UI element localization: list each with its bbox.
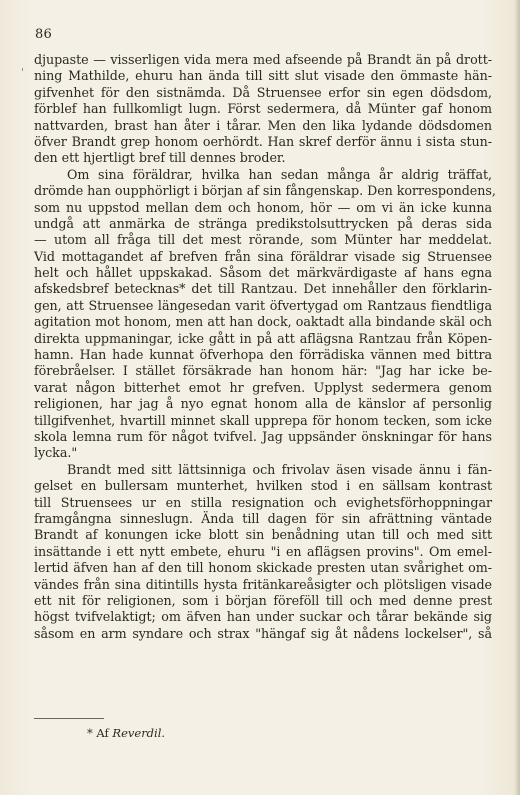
text-line: öfver Brandt grep honom oerhördt. Han skref derför ännu i sista stun-	[34, 133, 492, 149]
text-line: förebråelser. I stället försäkrade han honom här: "Jag har icke be-	[34, 363, 492, 379]
text-line: agitation mot honom, men att han dock, oaktadt alla bindande skäl och	[34, 314, 492, 330]
text-line: gifvenhet för den sistnämda. Då Struensee erfor sin egen dödsdom,	[34, 84, 492, 100]
text-line: högst tvifvelaktigt; om äfven han under suckar och tårar bekände sig	[34, 609, 492, 625]
text-line: såsom en arm syndare och strax "hängaf sig åt nådens lockelser", så	[34, 625, 492, 641]
text-line: Brandt af konungen icke blott sin benådning utan till och med sitt	[34, 527, 492, 543]
text-line: lertid äfven han af den till honom skickade presten utan svårighet om-	[34, 560, 492, 576]
text-line: gen, att Struensee längesedan varit öfvertygad om Rantzaus fiendtliga	[34, 297, 492, 313]
footnote-marker: * Af	[87, 726, 109, 740]
page-edge-shadow	[514, 0, 520, 795]
text-line: djupaste — visserligen vida mera med afseende på Brandt än på drott-	[34, 52, 492, 67]
text-line: Brandt med sitt lättsinniga och frivolav äsen visade ännu i fän-	[67, 461, 492, 477]
text-line: förblef han fullkomligt lugn. Först sedermera, då Münter gaf honom	[34, 101, 492, 117]
text-line: varat någon bitterhet emot hr grefven. Upplyst sedermera genom	[34, 379, 492, 395]
text-line: tillgifvenhet, hvartill minnet skall upprepa för honom tecken, som icke	[34, 412, 492, 428]
footnote-divider	[34, 718, 104, 719]
text-line: till Struensees ur en stilla resignation och evighetsförhoppningar	[34, 494, 492, 510]
text-line: vändes från sina ditintills hysta fritänkareåsigter och plötsligen visade	[34, 576, 492, 592]
text-line: Om sina föräldrar, hvilka han sedan många år aldrig träffat,	[67, 166, 492, 182]
text-line: den ett hjertligt bref till dennes broder.	[34, 150, 286, 166]
text-line: direkta uppmaningar, icke gått in på att aflägsna Rantzau från Köpen-	[34, 330, 492, 346]
text-line: som nu uppstod mellan dem och honom, hör — om vi än icke kunna	[34, 199, 492, 215]
text-line: helt och hållet uppskakad. Såsom det märkvärdigaste af hans egna	[34, 265, 492, 281]
text-line: ett nit för religionen, som i början föreföll till och med denne prest	[34, 592, 492, 608]
text-line: — utom all fråga till det mest rörande, som Münter har meddelat.	[34, 232, 492, 248]
text-line: drömde han oupphörligt i början af sin fångenskap. Den korrespondens,	[34, 183, 496, 199]
footnote	[87, 726, 165, 740]
text-line: lycka."	[34, 445, 78, 461]
text-line: gelset en bullersam munterhet, hvilken stod i en sällsam kontrast	[34, 478, 492, 494]
body-text	[34, 52, 496, 642]
text-line: hamn. Han hade kunnat öfverhopa den förrädiska vännen med bittra	[34, 347, 492, 363]
footnote-author: Reverdil.	[112, 726, 166, 740]
text-line: framgångna sinneslugn. Ända till dagen för sin afrättning väntade	[34, 510, 492, 526]
text-line: nattvarden, brast han åter i tårar. Men den lika lydande dödsdomen	[34, 117, 492, 133]
text-line: undgå att anmärka de stränga predikstolsuttrycken på deras sida	[34, 215, 492, 231]
text-line: Vid mottagandet af brefven från sina föräldrar visade sig Struensee	[34, 248, 492, 264]
text-line: ning Mathilde, ehuru han ända till sitt slut visade den ömmaste hän-	[34, 68, 492, 84]
page-number: 86	[35, 27, 52, 42]
text-line: insättande i ett nytt embete, ehuru "i en aflägsen provins". Om emel-	[34, 543, 492, 559]
text-line: skola lemna rum för något tvifvel. Jag uppsänder önskningar för hans	[34, 428, 492, 444]
text-line: religionen, har jag å nyo egnat honom alla de känslor af personlig	[34, 396, 492, 412]
margin-mark: '	[21, 66, 25, 79]
text-line: afskedsbref betecknas* det till Rantzau. Det innehåller den förklarin-	[34, 281, 492, 297]
